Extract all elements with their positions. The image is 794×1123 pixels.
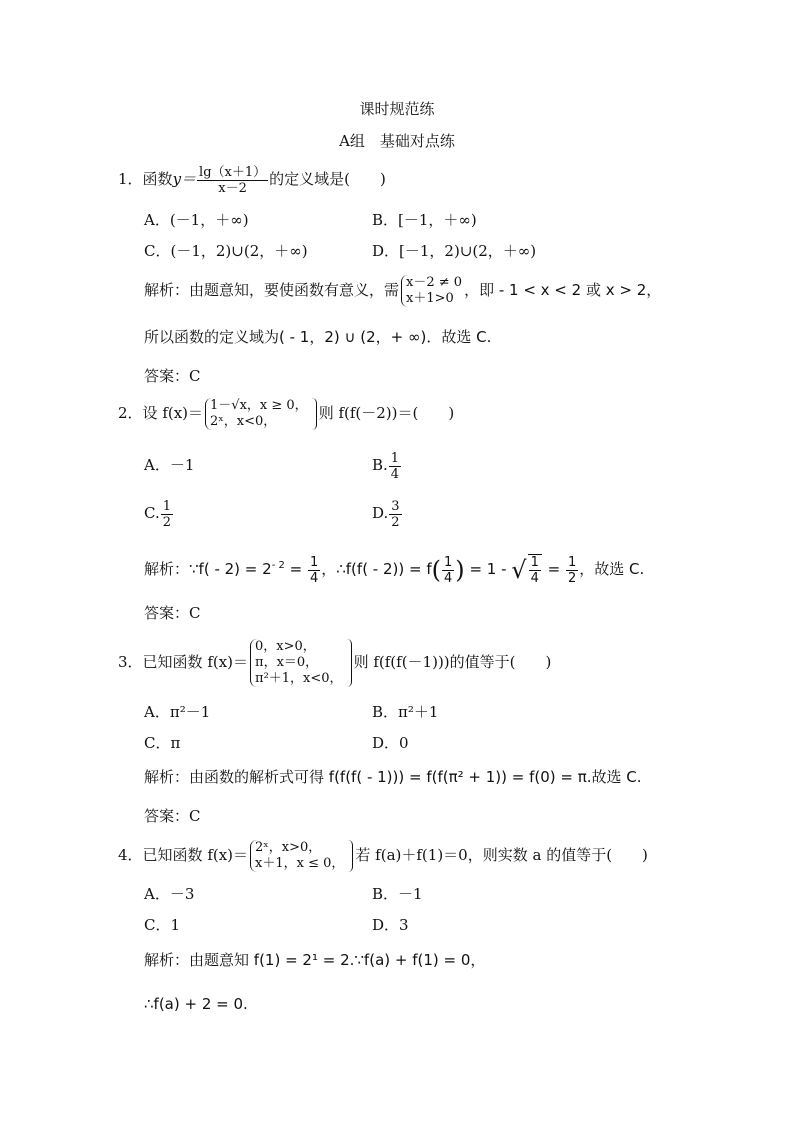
q1-fraction-numerator: lg（x＋1） <box>199 164 267 180</box>
q1-condition-brace <box>401 275 462 307</box>
q1-stem <box>118 162 386 196</box>
q2-stem-tail: 则 f(f(－2))＝( ) <box>318 404 455 422</box>
q3-piece-1: 0，x>0， <box>255 639 316 654</box>
q1-stem-text: 函数 <box>142 170 173 188</box>
q2-stem-text: 设 f(x)＝ <box>142 404 204 422</box>
q3-piece-3: π²＋1，x<0， <box>255 671 343 686</box>
q3-stem-tail: 则 f(f(f(－1)))的值等于( ) <box>353 653 552 671</box>
q2-solution-fraction-1 <box>308 555 320 586</box>
q3-answer: 答案：C <box>144 807 201 825</box>
q1-solution-text: 由题意知，要使函数有意义，需 <box>189 281 400 299</box>
q2-sqrt-num: 1 <box>530 555 539 570</box>
q2-solution-paren-close: ) <box>455 556 465 584</box>
q2-solution-exponent: - 2 <box>271 560 285 571</box>
q3-solution-text: 由函数的解析式可得 f(f(f( - 1))) = f(f(π² + 1)) = f(0) = π.故选 C. <box>189 768 642 786</box>
q1-option-c: C．(－1，2)∪(2，＋∞) <box>144 242 308 260</box>
q2-option-d <box>372 494 403 532</box>
q2-fraction-3-num: 1 <box>567 554 577 570</box>
q4-piecewise-right <box>348 840 353 872</box>
q2-fraction-3-den: 2 <box>567 570 577 586</box>
section-subtitle: A组 基础对点练 <box>339 132 455 150</box>
q4-solution-label: 解析： <box>144 951 190 969</box>
q1-condition-2: x＋1>0 <box>406 291 454 306</box>
q3-piecewise-right <box>347 639 352 687</box>
q2-option-c-fraction <box>161 499 173 530</box>
q4-stem <box>118 836 648 874</box>
q2-answer: 答案：C <box>144 604 201 622</box>
q2-solution-fraction-3 <box>566 555 578 586</box>
q2-option-b-num: 1 <box>390 450 400 466</box>
q3-option-b: B．π²＋1 <box>372 703 439 721</box>
q4-piecewise <box>250 840 344 872</box>
q2-solution-text: ∵f( - 2) = 2 <box>189 560 272 578</box>
q2-fraction-1-num: 1 <box>309 554 319 570</box>
q3-solution-label: 解析： <box>144 768 190 786</box>
q4-solution-text: 由题意知 f(1) = 2¹ = 2.∵f(a) + f(1) = 0， <box>189 951 486 969</box>
q1-solution-text-2: ，即 - 1 < x < 2 或 x > 2， <box>464 281 662 299</box>
q2-sqrt-den: 4 <box>530 571 539 586</box>
q3-number: 3． <box>118 653 143 671</box>
q4-option-d: D．3 <box>372 916 409 934</box>
q1-solution <box>144 272 661 308</box>
q1-option-b: B．[－1，＋∞) <box>372 211 477 229</box>
q2-solution <box>144 548 644 587</box>
q2-piecewise-right <box>312 398 317 430</box>
q2-solution-sqrt-fraction <box>528 554 542 586</box>
q3-solution <box>144 767 642 787</box>
q4-solution <box>144 950 485 970</box>
q4-piece-2: x＋1，x ≤ 0， <box>255 856 345 871</box>
q1-option-a: A．(－1，＋∞) <box>144 211 249 229</box>
q4-option-c: C．1 <box>144 916 181 934</box>
page-title: 课时规范练 <box>359 100 435 118</box>
q2-piecewise <box>205 398 308 430</box>
q4-option-b: B．－1 <box>372 885 423 903</box>
q2-number: 2． <box>118 404 143 422</box>
q3-stem-text: 已知函数 f(x)＝ <box>142 653 249 671</box>
q2-solution-paren: ( <box>431 556 442 584</box>
q3-option-c: C．π <box>144 734 181 752</box>
q3-piecewise <box>250 639 343 687</box>
q2-option-b <box>372 446 402 484</box>
q4-stem-text: 已知函数 f(x)＝ <box>142 846 249 864</box>
q2-option-c <box>144 494 174 532</box>
q2-solution-eq-2: = <box>542 560 565 578</box>
q3-piece-2: π，x＝0， <box>255 655 319 670</box>
q2-fraction-2-den: 4 <box>444 570 453 586</box>
q1-fraction-denominator: x－2 <box>218 180 247 196</box>
q2-option-d-fraction <box>389 499 401 530</box>
q4-number: 4． <box>118 846 143 864</box>
q1-number: 1． <box>118 170 143 188</box>
q1-y-eq: y＝ <box>172 170 197 188</box>
q2-option-b-label: B. <box>372 456 388 474</box>
q2-option-c-num: 1 <box>162 498 171 514</box>
q2-solution-text-2: ，∴f(f( - 2)) = f <box>321 560 432 578</box>
q4-stem-tail: 若 f(a)＋f(1)＝0，则实数 a 的值等于( ) <box>355 846 648 864</box>
q2-fraction-2-num: 1 <box>444 554 453 570</box>
q2-piece-1: 1－√x，x ≥ 0， <box>210 398 308 413</box>
q2-option-c-den: 2 <box>162 514 171 530</box>
q3-stem <box>118 634 551 690</box>
q2-option-b-fraction <box>389 451 401 482</box>
q2-solution-text-4: ，故选 C. <box>579 560 645 578</box>
q1-answer: 答案：C <box>144 367 201 385</box>
q1-stem-tail: 的定义域是( ) <box>269 170 386 188</box>
q1-option-d: D．[－1，2)∪(2，＋∞) <box>372 242 537 260</box>
q2-option-d-den: 2 <box>391 514 400 530</box>
q2-option-d-label: D. <box>372 504 389 522</box>
q1-fraction <box>197 165 268 196</box>
q2-fraction-1-den: 4 <box>309 570 319 586</box>
q4-piece-1: 2ˣ，x>0， <box>255 840 322 855</box>
q2-solution-text-3: = 1 - <box>464 560 512 578</box>
q2-solution-eq: = <box>284 560 307 578</box>
q4-option-a: A．－3 <box>144 885 195 903</box>
q2-piece-2: 2ˣ，x<0， <box>210 414 277 429</box>
q1-condition-1: x－2 ≠ 0 <box>406 275 463 290</box>
q2-option-c-label: C. <box>144 504 160 522</box>
q2-stem <box>118 396 454 430</box>
q3-option-d: D．0 <box>372 734 409 752</box>
q2-option-b-den: 4 <box>390 466 400 482</box>
q2-sqrt-sign: √ <box>511 556 527 584</box>
q4-solution-line-2: ∴f(a) + 2 = 0. <box>144 995 248 1013</box>
q1-solution-line-2: 所以函数的定义域为( - 1，2) ∪ (2，+ ∞)．故选 C. <box>144 328 492 346</box>
q2-option-d-num: 3 <box>391 498 400 514</box>
q2-option-a: A．－1 <box>144 456 195 474</box>
q1-solution-label: 解析： <box>144 281 190 299</box>
q2-solution-fraction-2 <box>442 555 454 586</box>
q2-solution-label: 解析： <box>144 560 190 578</box>
q3-option-a: A．π²－1 <box>144 703 211 721</box>
